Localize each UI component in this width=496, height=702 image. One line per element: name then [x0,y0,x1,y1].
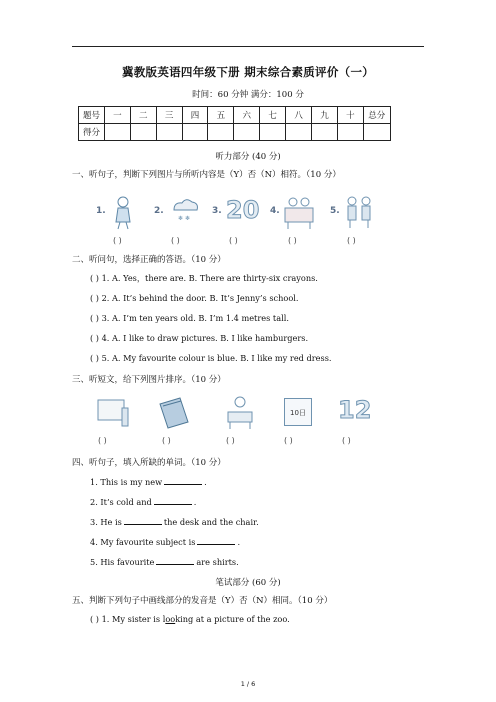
fill-blank-item [90,556,239,567]
calendar-date: 10日 [290,409,306,417]
score-blank [286,124,312,141]
score-blank [156,124,182,141]
score-blank [130,124,156,141]
fill-blank-suffix: are shirts. [196,557,239,567]
calendar-picture [284,398,312,426]
page-number: 1 / 6 [240,680,256,688]
score-blank [312,124,338,141]
answer-blank[interactable] [164,476,202,485]
section4-title: 四、听句子，填入所缺的单词。（10 分） [72,458,226,468]
pic-number: 5. [330,206,340,216]
answer-blank[interactable] [156,556,194,565]
snow-cloud-picture [168,196,200,224]
answer-bracket: ( ) [226,436,235,445]
answer-bracket: ( ) [98,436,107,445]
score-cell: 一 [104,107,130,124]
children-picture [342,194,376,230]
score-cell: 三 [156,107,182,124]
answer-blank[interactable] [197,536,235,545]
underlined-letters: oo [165,614,176,624]
blackboard-picture [96,396,130,428]
answer-blank[interactable] [154,496,192,505]
teacher-desk-picture [224,394,256,430]
question-item: ( ) 3. A. I’m ten years old. B. I’m 1.4 metres tall. [90,313,289,323]
answer-bracket: ( ) [162,436,171,445]
girl-drawing-picture [108,194,138,230]
fill-blank-item [90,496,196,507]
pic-number: 1. [96,206,106,216]
classroom-scene-picture [282,194,316,230]
question-text-prefix: ( ) 1. My sister is l [90,614,166,624]
page-subtitle: 时间：60 分钟 满分：100 分 [192,90,304,100]
fill-blank-item [90,476,207,487]
fill-blank-prefix: 4. My favourite subject is [90,537,196,547]
score-table-header-row [79,107,391,124]
score-cell: 四 [182,107,208,124]
answer-bracket: ( ) [342,436,351,445]
answer-bracket: ( ) [229,236,238,245]
score-row-label: 得分 [79,124,105,141]
number-20-picture: 20 [226,196,260,224]
answer-bracket: ( ) [347,236,356,245]
score-cell: 题号 [79,107,105,124]
answer-bracket: ( ) [171,236,180,245]
fill-blank-suffix: . [237,537,241,547]
score-blank [182,124,208,141]
fill-blank-prefix: 1. This is my new [90,477,163,487]
fill-blank-suffix: . [204,477,207,487]
score-cell: 九 [312,107,338,124]
answer-bracket: ( ) [113,236,122,245]
book-picture [156,396,192,430]
listening-section-header: 听力部分 (40 分) [215,152,281,162]
number-12-picture: 12 [338,396,372,424]
page-title: 冀教版英语四年级下册 期末综合素质评价（一） [121,65,375,79]
score-blank [363,124,390,141]
fill-blank-prefix: 5. His favourite [90,557,155,567]
score-blank [208,124,234,141]
fill-blank-item [90,516,259,527]
question-item [90,614,290,624]
question-item: ( ) 2. A. It’s behind the door. B. It’s Jenny’s school. [90,293,299,303]
fill-blank-suffix: . [193,497,197,507]
question-item: ( ) 5. A. My favourite colour is blue. B. I like my red dress. [90,353,332,363]
answer-bracket: ( ) [284,436,293,445]
section1-title: 一、听句子，判断下列图片与所听内容是（Y）否（N）相符。（10 分） [72,170,341,180]
fill-blank-prefix: 2. It’s cold and [90,497,152,507]
score-cell: 二 [130,107,156,124]
pic-number: 2. [154,206,164,216]
score-table [78,106,391,141]
fill-blank-prefix: 3. He is [90,517,122,527]
score-cell: 六 [234,107,260,124]
answer-bracket: ( ) [288,236,297,245]
score-blank [260,124,286,141]
question-item: ( ) 1. A. Yes，there are. B. There are thirty-six crayons. [90,273,318,283]
section3-title: 三、听短文，给下列图片排序。（10 分） [72,375,226,385]
fill-blank-suffix: the desk and the chair. [163,517,259,527]
pic-number: 3. [212,206,222,216]
section5-title: 五、判断下列句子中画线部分的发音是（Y）否（N）相同。（10 分） [72,596,333,606]
score-blank [104,124,130,141]
question-item: ( ) 4. A. I like to draw pictures. B. I like hamburgers. [90,333,309,343]
score-blank [337,124,363,141]
score-cell: 五 [208,107,234,124]
section2-title: 二、听问句，选择正确的答语。（10 分） [72,255,226,265]
svg-text:❄ ❄: ❄ ❄ [178,215,190,222]
score-cell: 八 [286,107,312,124]
top-rule [72,46,424,47]
writing-section-header: 笔试部分 (60 分) [215,578,281,588]
score-blank [234,124,260,141]
score-cell: 总分 [363,107,390,124]
pic-number: 4. [270,206,280,216]
answer-blank[interactable] [124,516,162,525]
question-text-suffix: king at a picture of the zoo. [175,614,290,624]
score-cell: 十 [337,107,363,124]
score-cell: 七 [260,107,286,124]
fill-blank-item [90,536,240,547]
score-table-score-row [79,124,391,141]
